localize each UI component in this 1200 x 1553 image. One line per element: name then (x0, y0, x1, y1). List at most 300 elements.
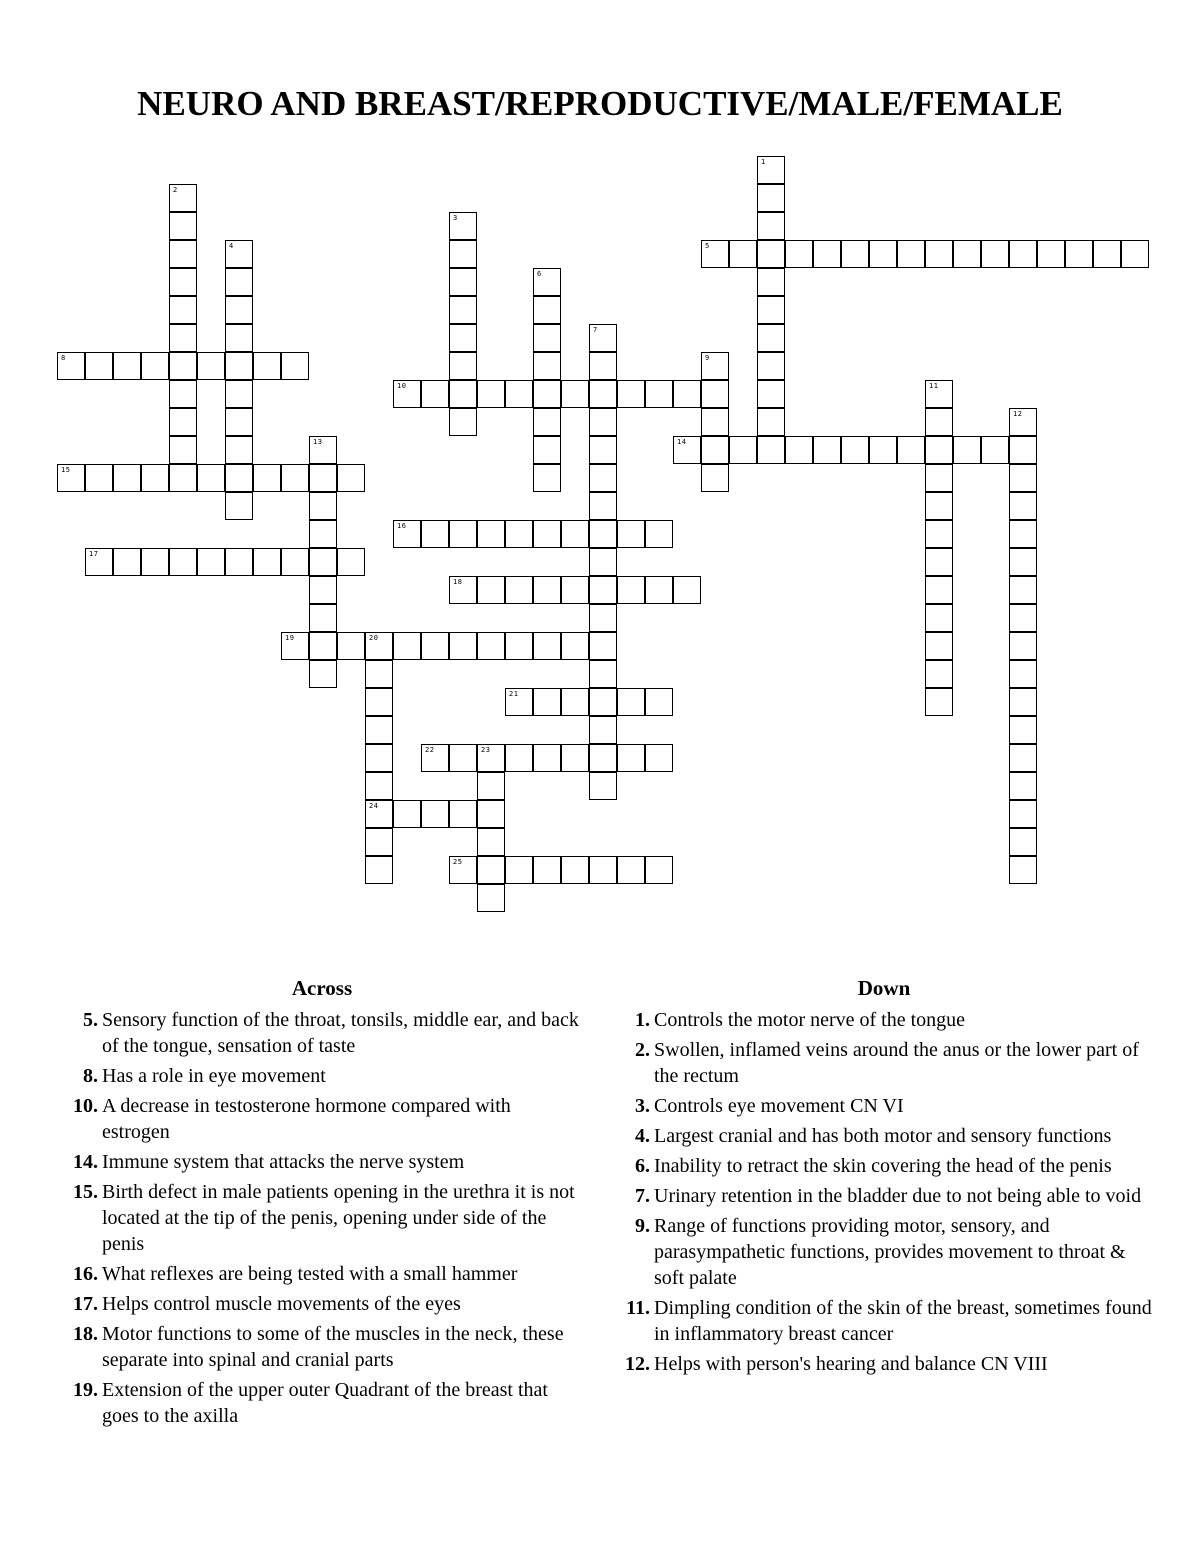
crossword-cell[interactable] (589, 660, 617, 688)
crossword-cell[interactable] (533, 380, 561, 408)
clue-text: A decrease in testosterone hormone compared with estrogen (102, 1095, 511, 1143)
crossword-cell[interactable] (897, 240, 925, 268)
crossword-cell[interactable] (589, 688, 617, 716)
clue-item (614, 1037, 1154, 1089)
crossword-cell[interactable] (925, 660, 953, 688)
crossword-cell[interactable] (813, 240, 841, 268)
crossword-cell[interactable] (1093, 240, 1121, 268)
clue-number: 8. (83, 1065, 98, 1087)
clue-number: 7. (635, 1185, 650, 1207)
crossword-cell[interactable] (1065, 240, 1093, 268)
crossword-cell[interactable] (589, 772, 617, 800)
clue-text: Birth defect in male patients opening in the urethra it is not located at the tip of the penis, opening under side of the penis (102, 1181, 575, 1255)
crossword-cell[interactable] (505, 632, 533, 660)
clue-text: Urinary retention in the bladder due to not being able to void (654, 1185, 1142, 1207)
crossword-cell[interactable] (589, 716, 617, 744)
crossword-cell[interactable] (757, 380, 785, 408)
crossword-cell[interactable] (449, 744, 477, 772)
crossword-cell[interactable] (449, 800, 477, 828)
crossword-cell[interactable] (85, 548, 113, 576)
crossword-cell[interactable] (337, 464, 365, 492)
crossword-cell[interactable] (561, 380, 589, 408)
clue-item (614, 1295, 1154, 1347)
crossword-cell[interactable] (533, 576, 561, 604)
crossword-cell[interactable] (309, 632, 337, 660)
crossword-cell[interactable] (589, 604, 617, 632)
crossword-cell[interactable] (589, 436, 617, 464)
crossword-cell[interactable] (365, 800, 393, 828)
crossword-cell[interactable] (1009, 856, 1037, 884)
crossword-cell[interactable] (589, 856, 617, 884)
crossword-cell[interactable] (1009, 240, 1037, 268)
crossword-cell[interactable] (477, 800, 505, 828)
crossword-cell[interactable] (309, 604, 337, 632)
crossword-cell[interactable] (169, 324, 197, 352)
cell-number: 10 (397, 382, 407, 390)
crossword-cell[interactable] (169, 296, 197, 324)
clue-number: 12. (625, 1353, 650, 1375)
cell-number: 12 (1013, 410, 1023, 418)
crossword-cell[interactable] (449, 324, 477, 352)
crossword-cell[interactable] (309, 464, 337, 492)
crossword-cell[interactable] (169, 548, 197, 576)
crossword-cell[interactable] (533, 688, 561, 716)
crossword-cell[interactable] (785, 240, 813, 268)
crossword-cell[interactable] (169, 240, 197, 268)
crossword-cell[interactable] (757, 408, 785, 436)
crossword-cell[interactable] (561, 576, 589, 604)
crossword-cell[interactable] (925, 492, 953, 520)
crossword-cell[interactable] (1009, 772, 1037, 800)
crossword-cell[interactable] (365, 660, 393, 688)
clue-text: Helps with person's hearing and balance CN VIII (654, 1353, 1048, 1375)
cell-number: 25 (453, 858, 463, 866)
crossword-cell[interactable] (477, 632, 505, 660)
clue-text: Range of functions providing motor, sensory, and parasympathetic functions, provides movement to throat & soft palate (654, 1215, 1126, 1289)
crossword-cell[interactable] (1009, 436, 1037, 464)
crossword-cell[interactable] (981, 240, 1009, 268)
crossword-cell[interactable] (561, 856, 589, 884)
crossword-cell[interactable] (533, 464, 561, 492)
crossword-cell[interactable] (225, 380, 253, 408)
crossword-cell[interactable] (645, 520, 673, 548)
across-heading: Across (291, 976, 353, 1000)
crossword-cell[interactable] (113, 548, 141, 576)
crossword-cell[interactable] (589, 520, 617, 548)
crossword-cell[interactable] (701, 464, 729, 492)
crossword-cell[interactable] (449, 268, 477, 296)
crossword-cell[interactable] (113, 352, 141, 380)
crossword-cell[interactable] (533, 436, 561, 464)
crossword-cell[interactable] (113, 464, 141, 492)
crossword-cell[interactable] (533, 352, 561, 380)
cell-number: 14 (677, 438, 687, 446)
crossword-cell[interactable] (449, 352, 477, 380)
crossword-cell[interactable] (785, 436, 813, 464)
crossword-cell[interactable] (533, 296, 561, 324)
crossword-cell[interactable] (57, 352, 85, 380)
crossword-cell[interactable] (225, 268, 253, 296)
crossword-cell[interactable] (617, 688, 645, 716)
clue-number: 2. (635, 1039, 650, 1061)
crossword-cell[interactable] (925, 436, 953, 464)
clue-number: 9. (635, 1215, 650, 1237)
clue-text: Sensory function of the throat, tonsils, middle ear, and back of the tongue, sensation of taste (102, 1009, 579, 1057)
crossword-cell[interactable] (561, 520, 589, 548)
crossword-cell[interactable] (869, 240, 897, 268)
cell-number: 7 (593, 326, 598, 334)
crossword-cell[interactable] (337, 632, 365, 660)
cell-number: 9 (705, 354, 710, 362)
cell-number: 13 (313, 438, 323, 446)
clue-number: 15. (73, 1181, 98, 1203)
crossword-cell[interactable] (505, 576, 533, 604)
crossword-cell[interactable] (589, 548, 617, 576)
crossword-cell[interactable] (225, 436, 253, 464)
clue-number: 4. (635, 1125, 650, 1147)
crossword-cell[interactable] (533, 856, 561, 884)
crossword-cell[interactable] (1009, 520, 1037, 548)
cell-number: 4 (229, 242, 234, 250)
crossword-cell[interactable] (365, 688, 393, 716)
clue-text: Motor functions to some of the muscles in the neck, these separate into spinal and cranial parts (102, 1323, 564, 1371)
crossword-cell[interactable] (449, 576, 477, 604)
clue-item (62, 1149, 582, 1175)
crossword-cell[interactable] (645, 856, 673, 884)
clue-text: Controls the motor nerve of the tongue (654, 1009, 966, 1031)
clue-item (62, 1321, 582, 1373)
clue-item (614, 1123, 1154, 1149)
crossword-cell[interactable] (85, 352, 113, 380)
crossword-cell[interactable] (309, 660, 337, 688)
crossword-cell[interactable] (533, 268, 561, 296)
crossword-cell[interactable] (505, 520, 533, 548)
crossword-cell[interactable] (1009, 744, 1037, 772)
crossword-cell[interactable] (1009, 716, 1037, 744)
cell-number: 1 (761, 158, 766, 166)
crossword-cell[interactable] (533, 520, 561, 548)
clue-item (614, 1007, 1154, 1033)
down-clues (614, 976, 1154, 1381)
crossword-cell[interactable] (617, 380, 645, 408)
crossword-cell[interactable] (701, 436, 729, 464)
clue-number: 5. (83, 1009, 98, 1031)
crossword-cell[interactable] (925, 408, 953, 436)
crossword-cell[interactable] (953, 436, 981, 464)
crossword-cell[interactable] (673, 436, 701, 464)
crossword-cell[interactable] (925, 632, 953, 660)
crossword-cell[interactable] (281, 632, 309, 660)
crossword-cell[interactable] (393, 800, 421, 828)
crossword-cell[interactable] (309, 576, 337, 604)
clue-text: Controls eye movement CN VI (654, 1095, 904, 1117)
crossword-cell[interactable] (253, 464, 281, 492)
down-clue-list (614, 1007, 1154, 1377)
crossword-cell[interactable] (225, 324, 253, 352)
crossword-cell[interactable] (561, 688, 589, 716)
crossword-cell[interactable] (589, 352, 617, 380)
crossword-cell[interactable] (449, 296, 477, 324)
crossword-cell[interactable] (421, 380, 449, 408)
crossword-cell[interactable] (225, 296, 253, 324)
crossword-cell[interactable] (617, 744, 645, 772)
crossword-cell[interactable] (449, 520, 477, 548)
crossword-cell[interactable] (477, 576, 505, 604)
cell-number: 24 (369, 802, 379, 810)
crossword-cell[interactable] (1009, 548, 1037, 576)
cell-number: 18 (453, 578, 463, 586)
crossword-cell[interactable] (225, 240, 253, 268)
crossword-cell[interactable] (1009, 576, 1037, 604)
cell-number: 3 (453, 214, 458, 222)
crossword-cell[interactable] (757, 324, 785, 352)
crossword-cell[interactable] (673, 576, 701, 604)
crossword-cell[interactable] (533, 408, 561, 436)
cell-number: 20 (369, 634, 379, 642)
crossword-cell[interactable] (365, 716, 393, 744)
crossword-cell[interactable] (589, 408, 617, 436)
crossword-cell[interactable] (281, 352, 309, 380)
clue-text: Dimpling condition of the skin of the breast, sometimes found in inflammatory breast cancer (654, 1297, 1152, 1345)
crossword-cell[interactable] (477, 520, 505, 548)
crossword-cell[interactable] (477, 856, 505, 884)
crossword-cell[interactable] (169, 464, 197, 492)
crossword-cell[interactable] (757, 352, 785, 380)
crossword-cell[interactable] (141, 548, 169, 576)
crossword-cell[interactable] (225, 492, 253, 520)
crossword-cell[interactable] (1009, 800, 1037, 828)
crossword-cell[interactable] (477, 884, 505, 912)
crossword-cell[interactable] (841, 436, 869, 464)
clue-number: 14. (73, 1151, 98, 1173)
crossword-cell[interactable] (309, 492, 337, 520)
clue-number: 6. (635, 1155, 650, 1177)
crossword-cell[interactable] (645, 576, 673, 604)
cell-number: 19 (285, 634, 295, 642)
clue-number: 1. (635, 1009, 650, 1031)
crossword-cell[interactable] (365, 856, 393, 884)
crossword-cell[interactable] (645, 744, 673, 772)
clue-number: 10. (73, 1095, 98, 1117)
crossword-cell[interactable] (813, 436, 841, 464)
crossword-cell[interactable] (393, 520, 421, 548)
crossword-cell[interactable] (561, 632, 589, 660)
crossword-cell[interactable] (141, 464, 169, 492)
crossword-cell[interactable] (85, 464, 113, 492)
crossword-cell[interactable] (197, 464, 225, 492)
crossword-cell[interactable] (981, 436, 1009, 464)
clue-text: Helps control muscle movements of the eyes (102, 1293, 461, 1315)
crossword-cell[interactable] (673, 380, 701, 408)
crossword-cell[interactable] (477, 772, 505, 800)
crossword-cell[interactable] (757, 184, 785, 212)
crossword-cell[interactable] (1009, 828, 1037, 856)
crossword-cell[interactable] (897, 436, 925, 464)
crossword-cell[interactable] (533, 744, 561, 772)
crossword-cell[interactable] (393, 632, 421, 660)
crossword-cell[interactable] (225, 548, 253, 576)
crossword-cell[interactable] (589, 744, 617, 772)
crossword-cell[interactable] (365, 828, 393, 856)
crossword-cell[interactable] (449, 856, 477, 884)
crossword-cell[interactable] (169, 436, 197, 464)
clue-item (62, 1377, 582, 1429)
crossword-cell[interactable] (449, 408, 477, 436)
clue-item (614, 1093, 1154, 1119)
crossword-cell[interactable] (505, 856, 533, 884)
cell-number: 8 (61, 354, 66, 362)
crossword-cell[interactable] (645, 380, 673, 408)
crossword-cell[interactable] (1009, 688, 1037, 716)
crossword-cell[interactable] (729, 240, 757, 268)
crossword-cell[interactable] (841, 240, 869, 268)
crossword-cell[interactable] (253, 352, 281, 380)
crossword-cell[interactable] (589, 576, 617, 604)
crossword-cell[interactable] (253, 548, 281, 576)
clue-number: 11. (626, 1297, 650, 1319)
crossword-cell[interactable] (1009, 408, 1037, 436)
cell-number: 11 (929, 382, 939, 390)
clue-number: 16. (73, 1263, 98, 1285)
crossword-cell[interactable] (477, 744, 505, 772)
crossword-cell[interactable] (309, 436, 337, 464)
down-heading: Down (857, 976, 911, 1000)
crossword-cell[interactable] (589, 464, 617, 492)
clue-item (62, 1179, 582, 1257)
crossword-cell[interactable] (225, 464, 253, 492)
crossword-cell[interactable] (505, 744, 533, 772)
crossword-cell[interactable] (701, 240, 729, 268)
crossword-cell[interactable] (645, 688, 673, 716)
clue-item (62, 1261, 582, 1287)
crossword-cell[interactable] (757, 296, 785, 324)
crossword-cell[interactable] (169, 212, 197, 240)
clue-number: 19. (73, 1379, 98, 1401)
page-title: NEURO AND BREAST/REPRODUCTIVE/MALE/FEMALE (137, 84, 1063, 123)
crossword-cell[interactable] (925, 604, 953, 632)
crossword-cell[interactable] (925, 548, 953, 576)
crossword-cell[interactable] (925, 576, 953, 604)
crossword-cell[interactable] (281, 464, 309, 492)
crossword-cell[interactable] (701, 380, 729, 408)
crossword-cell[interactable] (1121, 240, 1149, 268)
crossword-cell[interactable] (421, 632, 449, 660)
crossword-cell[interactable] (869, 436, 897, 464)
crossword-cell[interactable] (925, 464, 953, 492)
crossword-cell[interactable] (1009, 492, 1037, 520)
crossword-cell[interactable] (561, 744, 589, 772)
crossword-cell[interactable] (393, 380, 421, 408)
crossword-cell[interactable] (309, 548, 337, 576)
crossword-cell[interactable] (421, 744, 449, 772)
clue-item (62, 1007, 582, 1059)
crossword-cell[interactable] (533, 324, 561, 352)
crossword-cell[interactable] (589, 632, 617, 660)
crossword-cell[interactable] (365, 632, 393, 660)
cell-number: 23 (481, 746, 491, 754)
across-clues (62, 976, 582, 1433)
crossword-cell[interactable] (477, 380, 505, 408)
clue-number: 3. (635, 1095, 650, 1117)
crossword-cell[interactable] (617, 520, 645, 548)
clue-text: What reflexes are being tested with a small hammer (102, 1263, 518, 1285)
clue-item (614, 1213, 1154, 1291)
crossword-cell[interactable] (757, 240, 785, 268)
crossword-cell[interactable] (925, 380, 953, 408)
crossword-cell[interactable] (141, 352, 169, 380)
crossword-cell[interactable] (617, 856, 645, 884)
crossword-cell[interactable] (365, 772, 393, 800)
crossword-cell[interactable] (953, 240, 981, 268)
crossword-cell[interactable] (477, 828, 505, 856)
crossword-cell[interactable] (449, 212, 477, 240)
crossword-cell[interactable] (309, 520, 337, 548)
crossword-cell[interactable] (421, 520, 449, 548)
crossword-cell[interactable] (589, 380, 617, 408)
crossword-cell[interactable] (365, 744, 393, 772)
crossword-cell[interactable] (589, 324, 617, 352)
crossword-cell[interactable] (1009, 632, 1037, 660)
crossword-cell[interactable] (757, 156, 785, 184)
clue-text: Extension of the upper outer Quadrant of the breast that goes to the axilla (102, 1379, 548, 1427)
crossword-cell[interactable] (449, 240, 477, 268)
crossword-cell[interactable] (169, 268, 197, 296)
crossword-cell[interactable] (925, 240, 953, 268)
crossword-cell[interactable] (533, 632, 561, 660)
clue-item (614, 1153, 1154, 1179)
crossword-cell[interactable] (617, 576, 645, 604)
crossword-cell[interactable] (421, 800, 449, 828)
crossword-cell[interactable] (505, 688, 533, 716)
cell-number: 5 (705, 242, 710, 250)
crossword-cell[interactable] (1009, 464, 1037, 492)
crossword-cell[interactable] (169, 408, 197, 436)
clue-item (614, 1183, 1154, 1209)
crossword-cell[interactable] (169, 380, 197, 408)
crossword-cell[interactable] (197, 548, 225, 576)
clue-text: Swollen, inflamed veins around the anus or the lower part of the rectum (654, 1039, 1139, 1087)
crossword-cell[interactable] (169, 184, 197, 212)
crossword-cell[interactable] (925, 520, 953, 548)
crossword-cell[interactable] (729, 436, 757, 464)
crossword-cell[interactable] (925, 688, 953, 716)
crossword-cell[interactable] (225, 408, 253, 436)
crossword-cell[interactable] (1037, 240, 1065, 268)
cell-number: 6 (537, 270, 542, 278)
crossword-cell[interactable] (505, 380, 533, 408)
crossword-cell[interactable] (449, 380, 477, 408)
crossword-cell[interactable] (281, 548, 309, 576)
crossword-cell[interactable] (589, 492, 617, 520)
cell-number: 15 (61, 466, 71, 474)
crossword-cell[interactable] (225, 352, 253, 380)
clue-text: Inability to retract the skin covering the head of the penis (654, 1155, 1112, 1177)
crossword-cell[interactable] (57, 464, 85, 492)
crossword-cell[interactable] (449, 632, 477, 660)
cell-number: 17 (89, 550, 99, 558)
crossword-cell[interactable] (1009, 604, 1037, 632)
cell-number: 2 (173, 186, 178, 194)
crossword-cell[interactable] (337, 548, 365, 576)
crossword-cell[interactable] (197, 352, 225, 380)
crossword-cell[interactable] (757, 212, 785, 240)
crossword-cell[interactable] (169, 352, 197, 380)
crossword-cell[interactable] (757, 268, 785, 296)
crossword-cell[interactable] (701, 352, 729, 380)
crossword-cell[interactable] (1009, 660, 1037, 688)
crossword-cell[interactable] (701, 408, 729, 436)
crossword-cell[interactable] (757, 436, 785, 464)
